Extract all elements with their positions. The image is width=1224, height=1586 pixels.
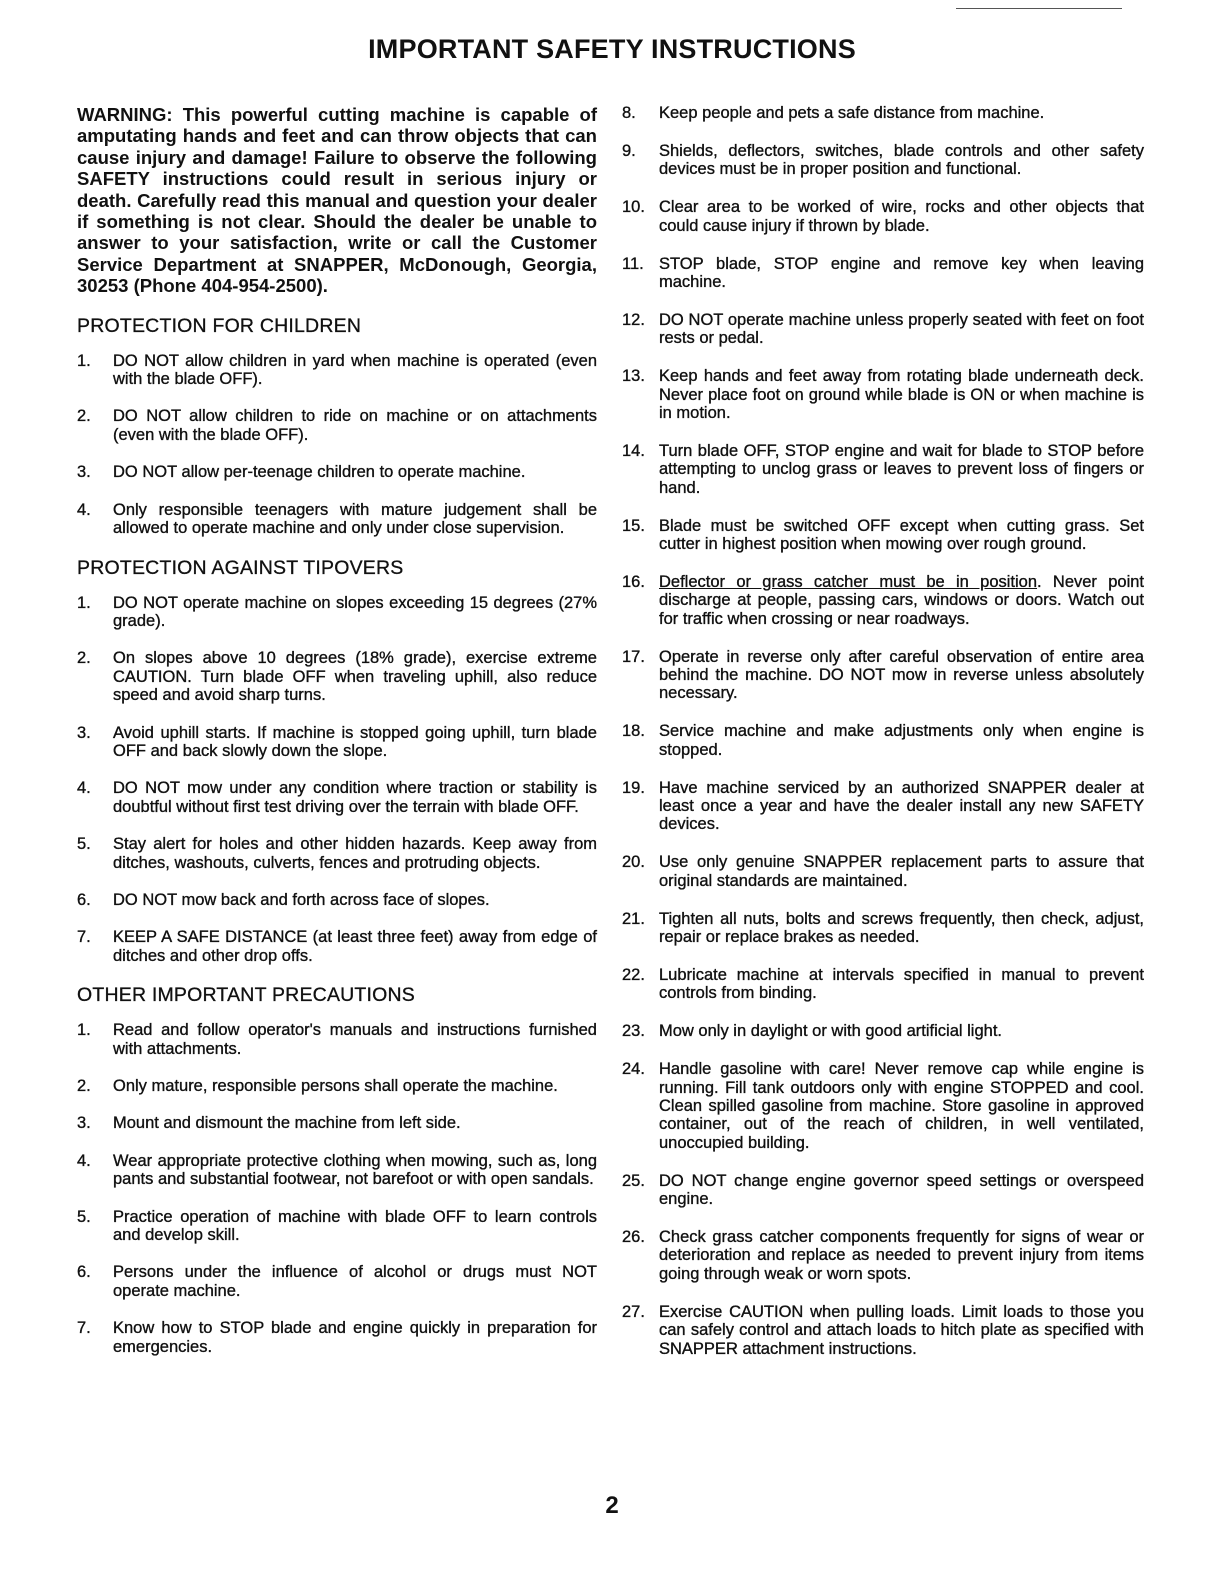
list-item: 6. DO NOT mow back and forth across face of slopes. xyxy=(77,890,490,909)
list-item: 4. Wear appropriate protective clothing when mowing, such as, long pants and substantial footwear, not barefoot or with open sandals. xyxy=(77,1151,597,1189)
list-item: 6. Persons under the influence of alcohol or drugs must NOT operate machine. xyxy=(77,1263,597,1300)
list-item: 26. Check grass catcher components frequently for signs of wear or deterioration and replace as needed to prevent injury from items going through weak or worn spots. xyxy=(622,1228,1144,1283)
list-item: 11. STOP blade, STOP engine and remove key when leaving machine. xyxy=(622,254,1144,291)
continued-safety-list xyxy=(622,104,1144,1358)
list-item: 3. Mount and dismount the machine from left side. xyxy=(77,1114,461,1133)
list-item: 15. Blade must be switched OFF except when cutting grass. Set cutter in highest position when mowing over rough ground. xyxy=(622,516,1144,553)
list-item: 5. Stay alert for holes and other hidden hazards. Keep away from ditches, washouts, culverts, fences and protruding objects. xyxy=(77,835,597,872)
list-item: 1. Read and follow operator's manuals and instructions furnished with attachments. xyxy=(77,1021,597,1058)
list-item: 22. Lubricate machine at intervals specified in manual to prevent controls from binding. xyxy=(622,966,1144,1003)
list-item: 8. Keep people and pets a safe distance from machine. xyxy=(622,104,1045,122)
list-item: 4. Only responsible teenagers with mature judgement shall be allowed to operate machine and only under close supervision. xyxy=(77,500,597,538)
list-item: 27. Exercise CAUTION when pulling loads. Limit loads to those you can safely control and attach loads to hitch plate as specified with SNAPPER attachment instructions. xyxy=(622,1302,1144,1358)
list-item: 1. DO NOT allow children in yard when machine is operated (even with the blade OFF). xyxy=(77,351,597,389)
list-item: 17. Operate in reverse only after careful observation of entire area behind the machine. DO NOT mow in reverse unless absolutely necessary. xyxy=(622,647,1144,703)
list-item: 7. Know how to STOP blade and engine quickly in preparation for emergencies. xyxy=(77,1319,597,1356)
list-item: 4. DO NOT mow under any condition where traction or stability is doubtful without first test driving over the terrain with blade OFF. xyxy=(77,779,597,816)
page-number: 2 xyxy=(605,1492,619,1519)
other-precautions-list xyxy=(77,1021,597,1356)
list-item: 23. Mow only in daylight or with good artificial light. xyxy=(622,1022,1002,1041)
list-item: 2. Only mature, responsible persons shall operate the machine. xyxy=(77,1077,558,1095)
list-item: 16. Deflector or grass catcher must be in position. Never point discharge at people, passing cars, windows or doors. Watch out for traffic when crossing or near roadways. xyxy=(622,572,1144,628)
list-item: 2. On slopes above 10 degrees (18% grade), exercise extreme CAUTION. Turn blade OFF when traveling uphill, also reduce speed and avoid sharp turns. xyxy=(77,649,597,705)
list-item: 13. Keep hands and feet away from rotating blade underneath deck. Never place foot on ground while blade is ON or when machine is in motion. xyxy=(622,367,1144,422)
list-item: 1. DO NOT operate machine on slopes exceeding 15 degrees (27% grade). xyxy=(77,593,597,630)
list-item: 25. DO NOT change engine governor speed settings or overspeed engine. xyxy=(622,1171,1144,1209)
list-item: 5. Practice operation of machine with blade OFF to learn controls and develop skill. xyxy=(77,1207,597,1245)
warning-paragraph: WARNING: This powerful cutting machine is capable of amputating hands and feet and can throw objects that can cause injury and damage! Failure to observe the following SAFETY instructions could result in serious injury or death. Carefully read this manual and question your dealer if something is not clear. Should the dealer be unable to answer to your satisfaction, write or call the Customer Service Department at SNAPPER, McDonough, Georgia, 30253 (Phone 404-954-2500). xyxy=(77,104,597,297)
list-item: 10. Clear area to be worked of wire, rocks and other objects that could cause injury if thrown by blade. xyxy=(622,198,1144,235)
list-item: 20. Use only genuine SNAPPER replacement parts to assure that original standards are maintained. xyxy=(622,853,1144,890)
list-item: 3. DO NOT allow per-teenage children to operate machine. xyxy=(77,463,526,482)
right-column xyxy=(622,104,1144,1378)
heading-protection-for-children: PROTECTION FOR CHILDREN xyxy=(77,314,362,337)
top-rule xyxy=(956,8,1122,9)
list-item: 2. DO NOT allow children to ride on machine or on attachments (even with the blade OFF). xyxy=(77,407,597,444)
list-item: 21. Tighten all nuts, bolts and screws frequently, then check, adjust, repair or replace brakes as needed. xyxy=(622,909,1144,947)
tipovers-list xyxy=(77,594,597,966)
children-list xyxy=(77,352,597,538)
list-item: 19. Have machine serviced by an authorized SNAPPER dealer at least once a year and have the dealer install any new SAFETY devices. xyxy=(622,778,1144,834)
list-item: 7. KEEP A SAFE DISTANCE (at least three feet) away from edge of ditches and other drop offs. xyxy=(77,928,597,965)
heading-protection-against-tipovers: PROTECTION AGAINST TIPOVERS xyxy=(77,556,404,579)
page-title: IMPORTANT SAFETY INSTRUCTIONS xyxy=(368,34,856,64)
list-item: 9. Shields, deflectors, switches, blade controls and other safety devices must be in proper position and functional. xyxy=(622,141,1144,179)
list-item: 14. Turn blade OFF, STOP engine and wait for blade to STOP before attempting to unclog grass or leaves to prevent loss of fingers or hand. xyxy=(622,441,1144,497)
heading-other-important-precautions: OTHER IMPORTANT PRECAUTIONS xyxy=(77,984,416,1007)
list-item: 24. Handle gasoline with care! Never remove cap while engine is running. Fill tank outdoors only with engine STOPPED and cool. Clean spilled gasoline from machine. Store gasoline in approved container, out of the reach of children, in well ventilated, unoccupied building. xyxy=(622,1060,1144,1152)
list-item: 18. Service machine and make adjustments only when engine is stopped. xyxy=(622,722,1144,759)
list-item: 12. DO NOT operate machine unless properly seated with feet on foot rests or pedal. xyxy=(622,310,1144,348)
underlined-phrase: Deflector or grass catcher must be in position xyxy=(659,572,1038,591)
left-column xyxy=(77,104,597,1375)
list-item: 3. Avoid uphill starts. If machine is stopped going uphill, turn blade OFF and back slowly down the slope. xyxy=(77,723,597,760)
